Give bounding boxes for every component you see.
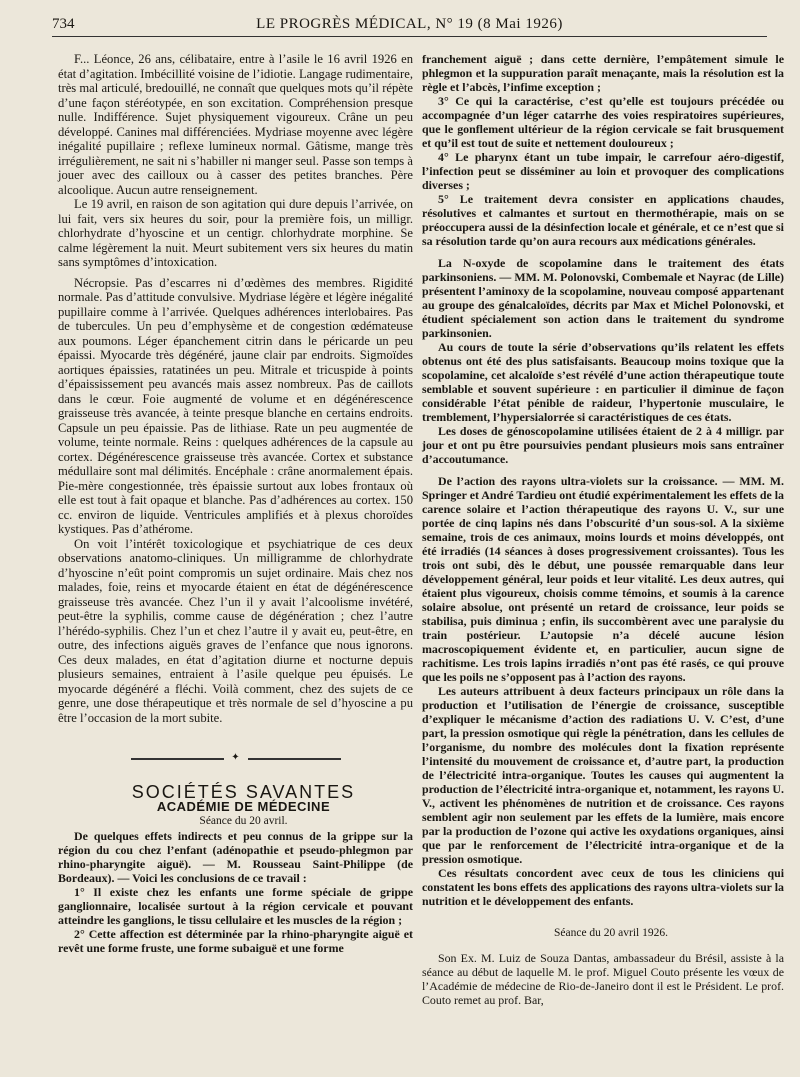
academy-title: ACADÉMIE DE MÉDECINE <box>156 798 331 814</box>
paragraph: De quelques effets indirects et peu connus de la grippe sur la région du cou chez l’enfant (adénopathie et pseudo-phlegmon par rhino-pharyngite aiguë). — M. Rousseau Saint-Philippe (de Bordeaux). — Voici les conclusions de ce travail : <box>58 828 413 885</box>
paragraph: franchement aiguë ; dans cette dernière, l’empâtement simule le phlegmon et la suppuration paraît menaçante, mais la résolution est la règle et l’abcès, l’infime exception ; <box>422 52 784 94</box>
paragraph: Le 19 avril, en raison de son agitation qui dure depuis l’arrivée, on lui fait, vers six heures du soir, pour la première fois, un milligr. chlorhydrate d’hyoscine et un centigr. chlorhydrate morphine. Se calme légèrement la nuit. Meurt subitement vers six heures du matin sans symptômes d’intoxication. <box>58 197 413 269</box>
paragraph: 1° Il existe chez les enfants une forme spéciale de grippe ganglionnaire, localisée surtout à la région cervicale et pouvant atteindre les ganglions, le tissu cellulaire et les muscles de la région ; <box>58 884 413 927</box>
page-number: 734 <box>52 16 75 32</box>
paragraph: F... Léonce, 26 ans, célibataire, entre à l’asile le 16 avril 1926 en état d’agitation. Imbécillité voisine de l’idiotie. Langage rudimentaire, très mal articulé, bredouillé, ne connaît que quelques mots qu’il répète d’une façon stéréotypée, en son excitation. Compréhension presque nulle. Indifférence. Sujet physiquement vigoureux. Crâne un peu développé. Canines mal différenciées. Mydriase moyenne avec légère inégalité pupillaire ; reflexe lumineux normal. Gâtisme, mange très irrégulièrement, ne sait ni s’habiller ni manger seul. Passe son temps à jouer avec des cailloux ou à casser des petites branches. Père alcoolique. Aucun autre renseignement. <box>58 52 413 197</box>
paragraph: Les doses de génoscopolamine utilisées étaient de 2 à 4 milligr. par jour et ont pu être poursuivies pendant plusieurs mois sans entraîner d’accoutumance. <box>422 424 784 466</box>
paragraph: 2° Cette affection est déterminée par la rhino-pharyngite aiguë et revêt une forme fruste, une forme subaiguë et une forme <box>58 926 413 955</box>
paragraph: Ces résultats concordent avec ceux de tous les cliniciens qui constatent les bons effets des applications des rayons ultra-violets sur la nutrition et le développement des enfants. <box>422 866 784 908</box>
journal-title: LE PROGRÈS MÉDICAL, N° 19 (8 Mai 1926) <box>256 16 563 32</box>
paragraph: Les auteurs attribuent à deux facteurs principaux un rôle dans la production et l’utilisation de l’énergie de croissance, susceptible d’expliquer le mécanisme d’action des radiations U. V. C’est, d’une part, la pression osmotique qui règle la pénétration, dans les cellules de l’organisme, du nombre des molécules dont la fixation représente l’intensité du mouvement de croissance et, d’autre part, la production de l’électricité intra-organique. Toutes les causes qui augmentent la production de l’électricité intra-organique et, notamment, les rayons U. V., activent les phénomènes de nutrition et de croissance. Ces rayons semblent agir non seulement par les effets de la lumière, mais encore par la production de l’ozone qui active les oxydations organiques, ainsi que par le renforcement de l’électricité intra-organique et de la pression osmotique. <box>422 684 784 866</box>
paragraph: La N-oxyde de scopolamine dans le traitement des états parkinsoniens. — MM. M. Polonovski, Combemale et Nayrac (de Lille) présentent l’aminoxy de la scopolamine, nouveau composé appartenant au groupe des génalcaloïdes, décrits par Max et Michel Polonovski, et étudient spécialement son action dans le traitement du syndrome parkinsonien. <box>422 256 784 340</box>
paragraph: De l’action des rayons ultra-violets sur la croissance. — MM. M. Springer et André Tardieu ont étudié expérimentalement les effets de la carence solaire et l’action thérapeutique des rayons U. V., sur une portée de cinq lapins nés dans l’obscurité d’un sous-sol. A la sixième semaine, trois de ces animaux, moins lourds et moins développés, ont été irradiés (14 séances à doses progressivement croissantes). Tous les trois ont subi, dès le début, une poussée remarquable dans leur développement général, leur poids et leur vitalité. Les deux autres, qui étaient plus vigoureux, choisis comme témoins, et soumis à la carence solaire absolue, ont présenté un retard de croissance, leur poids se stabilisa, puis diminua ; enfin, ils succombèrent avec une paralysie du train postérieur. L’autopsie n’a décelé aucune lésion macroscopiquement évidente et, en particulier, aucun signe de rachitisme. Les trois lapins irradiés n’ont pas été rasés, ce qui prouve que les poils ne s’opposent pas à l’action des rayons. <box>422 474 784 684</box>
paragraph: 3° Ce qui la caractérise, c’est qu’elle est toujours précédée ou accompagnée d’un léger catarrhe des voies respiratoires supérieures, que le gonflement ultérieur de la région cervicale se fait brusquement et qu’il est tout de suite et nettement douloureux ; <box>422 94 784 150</box>
paragraph: On voit l’intérêt toxicologique et psychiatrique de ces deux observations anatomo-cliniques. Un milligramme de chlorhydrate d’hyoscine n’eût point compromis un sujet ordinaire. Mais chez nos malades, foie, reins et myocarde étaient en état de dégénérescence graisseuse très avancée. Chez l’un il y avait l’alcoolisme invétéré, peut-être la syphilis, comme cause de dégénération ; chez l’autre l’hérédo-syphilis. Chez l’un et chez l’autre il y avait eu, peut-être, en outre, des infections aiguës graves de l’enfance que nous ignorons. Ces deux malades, en état d’agitation diurne et nocturne depuis plusieurs semaines, entraient à l’asile quelque peu épuisés. Le myocarde dégénéré a fléchi. Voilà comment, chez des sujets de ce genre, une dose thérapeutique et très normale de sel d’hyoscine a pu être l’occasion de la mort subite. <box>58 536 413 725</box>
paragraph: Au cours de toute la série d’observations qu’ils relatent les effets obtenus ont été des plus satisfaisants. Beaucoup moins toxique que la scopolamine, cet alcaloïde s’est révélé d’une action thérapeutique toute semblable et souvent supérieure : en particulier il diminue de façon considérable l’état pénible de raideur, l’hypertonie musculaire, le tremblement, l’hypersialorrée si caractéristiques de ces états. <box>422 340 784 424</box>
paragraph: Son Ex. M. Luiz de Souza Dantas, ambassadeur du Brésil, assiste à la séance au début de laquelle M. le prof. Miguel Couto présente les vœux de l’Académie de médecine de Rio-de-Janeiro dont il est le Président. Le prof. Couto remet au prof. Bar, <box>422 950 784 1007</box>
page-header <box>52 16 767 37</box>
paragraph: Nécropsie. Pas d’escarres ni d’œdèmes des membres. Rigidité normale. Pas d’attitude convulsive. Mydriase légère et légère inégalité pupillaire comme à l’arrivée. Quelques adhérences interlobaires. Pas de tubercules. Un peu d’emphysème et de congestion œdémateuse aux poumons. Léger épanchement citrin dans le péricarde un peu épaissi. Myocarde très dégénéré, jaune clair par endroits. Sigmoïdes aortiques épaissies, ratatinées un peu. Mitrale et tricuspide à points d’épaississement peu avancés mais assez nombreux. Pas de caillots dans le cœur. Foie augmenté de volume et en dégénérescence graisseuse très avancée, à teinte presque blanche en certains endroits. Capsule un peu épaissie. Pas de lithiase. Rate un peu augmentée de volume, teinte normale. Reins : quelques adhérences de la capsule au cortex. Dégénérescence graisseuse très avancée. Cortex et substance médullaire sont mal délimités. Encéphale : crâne anormalement épais. Pie-mère congestionnée, très épaissie surtout aux lobes frontaux où elle est tout à fait opaque et blanche. Pas d’adhérences au cortex. 150 cc. environ de liquide. Ventricules amplifiés et à plexus choroïdes kystiques. Pas d’athérome. <box>58 275 413 536</box>
session-date: Séance du 20 avril. <box>199 815 288 827</box>
ornament-divider: ✦ <box>131 753 341 763</box>
right-column <box>422 52 784 1007</box>
paragraph: 5° Le traitement devra consister en applications chaudes, résolutives et calmantes et surtout en thermothérapie, mais on se préoccupera aussi de la désinfection locale et générale, et ce n’est que si sa résolution tarde qu’on aura recours aux médications générales. <box>422 192 784 248</box>
paragraph: 4° Le pharynx étant un tube impair, le carrefour aéro-digestif, l’infection peut se disséminer au loin et provoquer des complications diverses ; <box>422 150 784 192</box>
left-column <box>58 52 413 955</box>
section-title: SOCIÉTÉS SAVANTES <box>131 782 356 802</box>
session-date: Séance du 20 avril 1926. <box>553 927 668 939</box>
